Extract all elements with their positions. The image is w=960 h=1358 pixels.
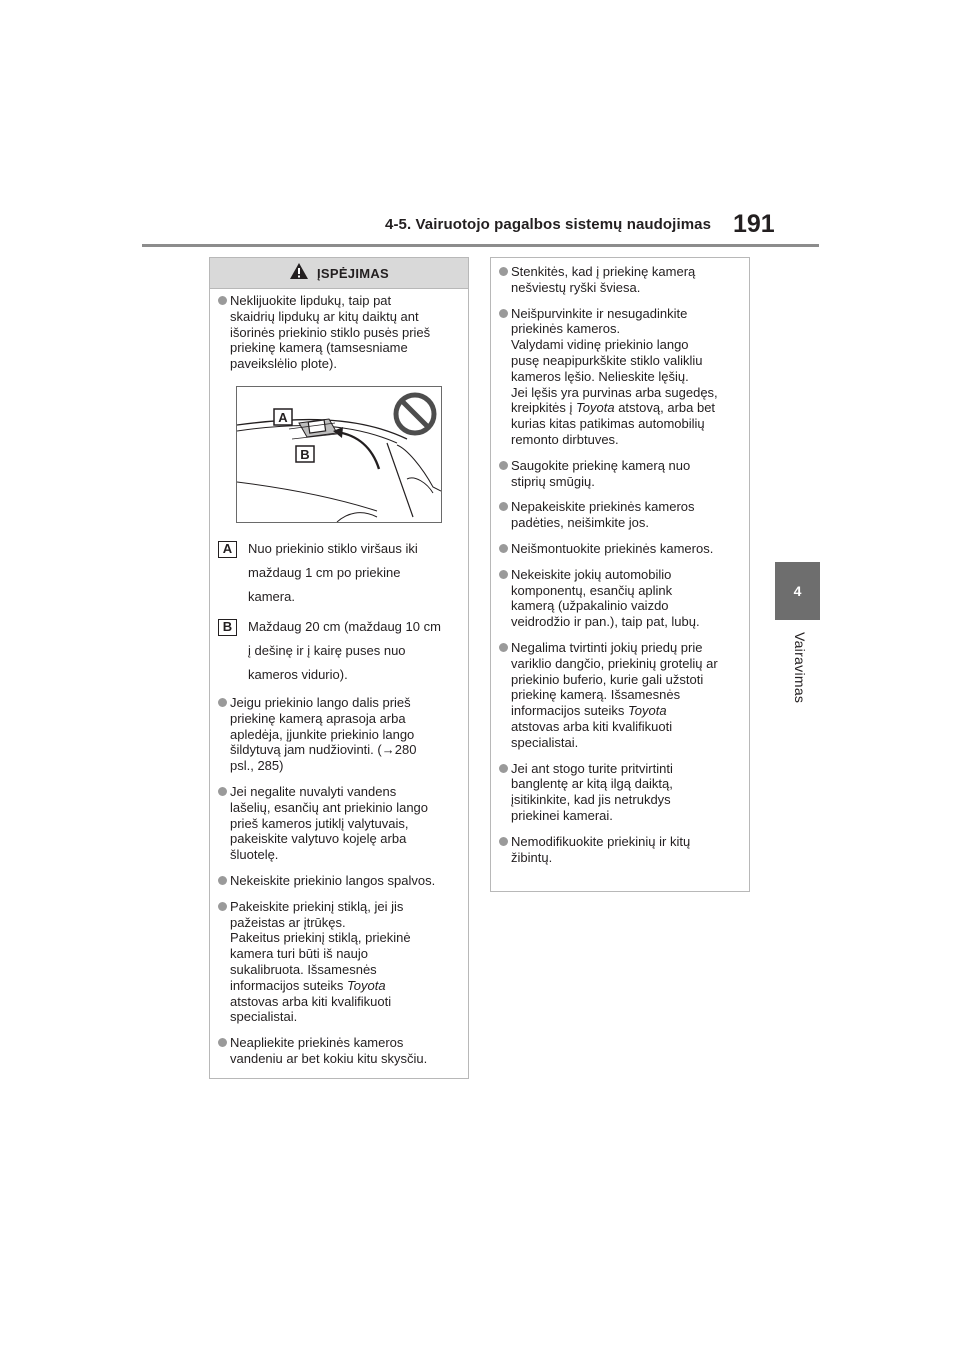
warning-triangle-icon <box>289 262 309 285</box>
bullet-icon <box>499 502 508 511</box>
list-item: Negalima tvirtinti jokių priedų prie variklio dangčio, priekinių grotelių ar priekinio buferio, kurie gali užstoti priekinę kamerą. Išsamesnės informacijos suteiks Toyota atstovas arba kiti kvalifikuoti specialistai. <box>499 640 735 751</box>
list-item: Nekeiskite jokių automobilio komponentų, esančių aplink kamerą (užpakalinio vaizdo veidrodžio ir pan.), taip pat, lubų. <box>499 567 735 630</box>
prohibition-icon <box>396 395 434 433</box>
list-item: Saugokite priekinę kamerą nuo stiprių smūgių. <box>499 458 735 490</box>
bullet-icon <box>499 764 508 773</box>
warning-box-left <box>209 257 469 1079</box>
list-item: Neklijuokite lipdukų, taip pat skaidrių lipdukų ar kitų daiktų ant išorinės priekinio stiklo pusės prieš priekinę kamerą (tamsesniame paveikslėlio plote). <box>218 293 454 372</box>
figure-label-a: A <box>278 409 288 425</box>
bullet-icon <box>218 787 227 796</box>
bullet-icon <box>499 643 508 652</box>
chapter-label: Vairavimas <box>792 632 808 704</box>
brand-name: Toyota <box>576 400 615 416</box>
legend-badge-a: A <box>218 541 237 558</box>
bullet-icon <box>218 902 227 911</box>
bullet-icon <box>499 461 508 470</box>
list-item: Neišpurvinkite ir nesugadinkite priekinės kameros. Valydami vidinę priekinio lango pusę neapipurkškite stiklo valikliu kameros lęšio. Nelieskite lęšių. Jei lęšis yra purvinas arba sugedęs, kreipkitės į Toyota atstovą, arba bet kurias kitas patikimas automobilių remonto dirbtuves. <box>499 306 735 448</box>
list-item: Nemodifikuokite priekinių ir kitų žibintų. <box>499 834 735 866</box>
brand-name: Toyota <box>628 703 667 719</box>
warning-title: ĮSPĖJIMAS <box>316 265 390 281</box>
section-title: 4-5. Vairuotojo pagalbos sistemų naudojimas <box>385 216 712 233</box>
bullet-icon <box>218 876 227 885</box>
warning-header <box>210 258 468 289</box>
legend-item-b: B Maždaug 20 cm (maždaug 10 cm į dešinę ir į kairę puses nuo kameros vidurio). <box>218 615 454 687</box>
list-item: Nepakeiskite priekinės kameros padėties, neišimkite jos. <box>499 499 735 531</box>
bullet-icon <box>499 309 508 318</box>
list-item: Jei negalite nuvalyti vandens lašelių, esančių ant priekinio lango prieš kameros jutiklį valytuvais, pakeiskite valytuvo kojelę arba šluotelę. <box>218 784 454 863</box>
figure-label-b: B <box>300 446 310 462</box>
bullet-icon <box>218 296 227 305</box>
windshield-camera-illustration <box>236 386 442 523</box>
legend-badge-b: B <box>218 619 237 636</box>
header-divider <box>142 244 819 247</box>
chapter-tab[interactable] <box>775 562 820 620</box>
bullet-icon <box>499 267 508 276</box>
warning-box-right <box>490 257 750 892</box>
chapter-number: 4 <box>793 583 802 599</box>
legend-item-a: A Nuo priekinio stiklo viršaus iki maždaug 1 cm po priekine kamera. <box>218 537 454 609</box>
bullet-icon <box>499 837 508 846</box>
bullet-icon <box>218 698 227 707</box>
bullet-icon <box>218 1038 227 1047</box>
list-item: Jei ant stogo turite pritvirtinti banglentę ar kitą ilgą daiktą, įsitikinkite, kad jis netrukdys priekinei kamerai. <box>499 761 735 824</box>
bullet-icon <box>499 570 508 579</box>
list-item: Pakeiskite priekinį stiklą, jei jis pažeistas ar įtrūkęs. Pakeitus priekinį stiklą, priekinė kamera turi būti iš naujo sukalibruota. Išsamesnės informacijos suteiks Toyota atstovas arba kiti kvalifikuoti specialistai. <box>218 899 454 1025</box>
page-number: 191 <box>733 210 775 238</box>
brand-name: Toyota <box>347 977 386 993</box>
list-item: Neišmontuokite priekinės kameros. <box>499 541 735 557</box>
list-item: Neapliekite priekinės kameros vandeniu ar bet kokiu kitu skysčiu. <box>218 1035 454 1067</box>
bullet-icon <box>499 544 508 553</box>
list-item: Nekeiskite priekinio langos spalvos. <box>218 873 454 889</box>
list-item: Stenkitės, kad į priekinę kamerą nešviestų ryški šviesa. <box>499 264 735 296</box>
list-item: Jeigu priekinio lango dalis prieš priekinę kamerą aprasoja arba apledėja, įjunkite priekinio lango šildytuvą jam nudžiovinti. (→280 psl., 285) <box>218 695 454 774</box>
